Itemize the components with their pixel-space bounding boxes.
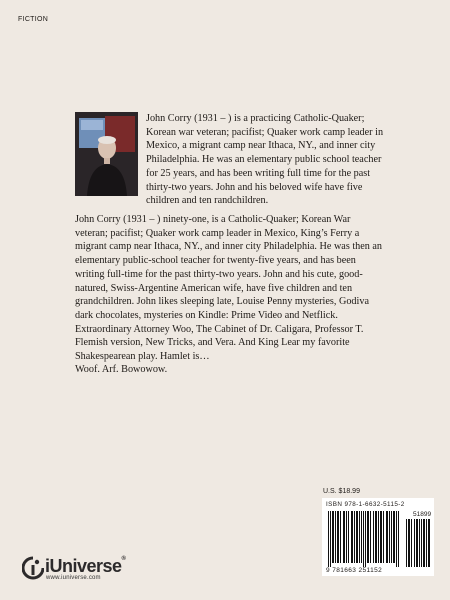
publisher-name-text: iUniverse [45,556,122,576]
barcode-digits: 9 781663 251152 [326,567,383,574]
publisher-name [45,556,125,577]
barcode-bars [322,498,434,576]
registered-mark: ® [121,556,126,562]
isbn-barcode [322,498,434,576]
publisher-logo [22,556,142,586]
author-bio-long: John Corry (1931 – ) ninety-one, is a Catholic-Quaker; Korean War veteran; pacifist; Quaker work camp leader in Mexico, King’s Ferry a migrant camp near Ithaca, NY., and inner city Philadelphia. He was then an elementary public-school teacher for twenty-five years, and has been writing full-time for the past thirty-two years. John and his cute, good-natured, Swiss-Argentine American wife, have five children and ten grandchildren. John likes sleeping late, Louise Penny mysteries, Godiva dark chocolates, mysteries on Kindle: Prime Video and Netflick. Extraordinary Attorney Woo, The Cabinet of Dr. Caligara, Professor T. Flemish version, New Tricks, and Vera. And King Lear my favorite Shakespearean play. Hamlet is… [75,214,383,363]
isbn-label: ISBN 978-1-6632-5115-2 [326,501,405,508]
signoff-text: Woof. Arf. Bowowow. [75,364,168,375]
iuniverse-logo-icon [22,556,44,580]
author-photo [75,112,138,196]
price-label: U.S. $18.99 [323,488,360,495]
category-label: FICTION [18,16,49,23]
barcode-supplement: 51899 [413,511,432,518]
publisher-url: www.iuniverse.com [46,575,101,581]
author-bio-short: John Corry (1931 – ) is a practicing Catholic-Quaker; Korean war veteran; pacifist; Quaker work camp leader in Mexico, a migrant camp near Ithaca, NY., and inner city Philadelphia. He was an elementary public school teacher for 25 years, and has been writing full time for the past thirty-two years. John and his beloved wife have five children and ten randchildren. [146,113,384,207]
